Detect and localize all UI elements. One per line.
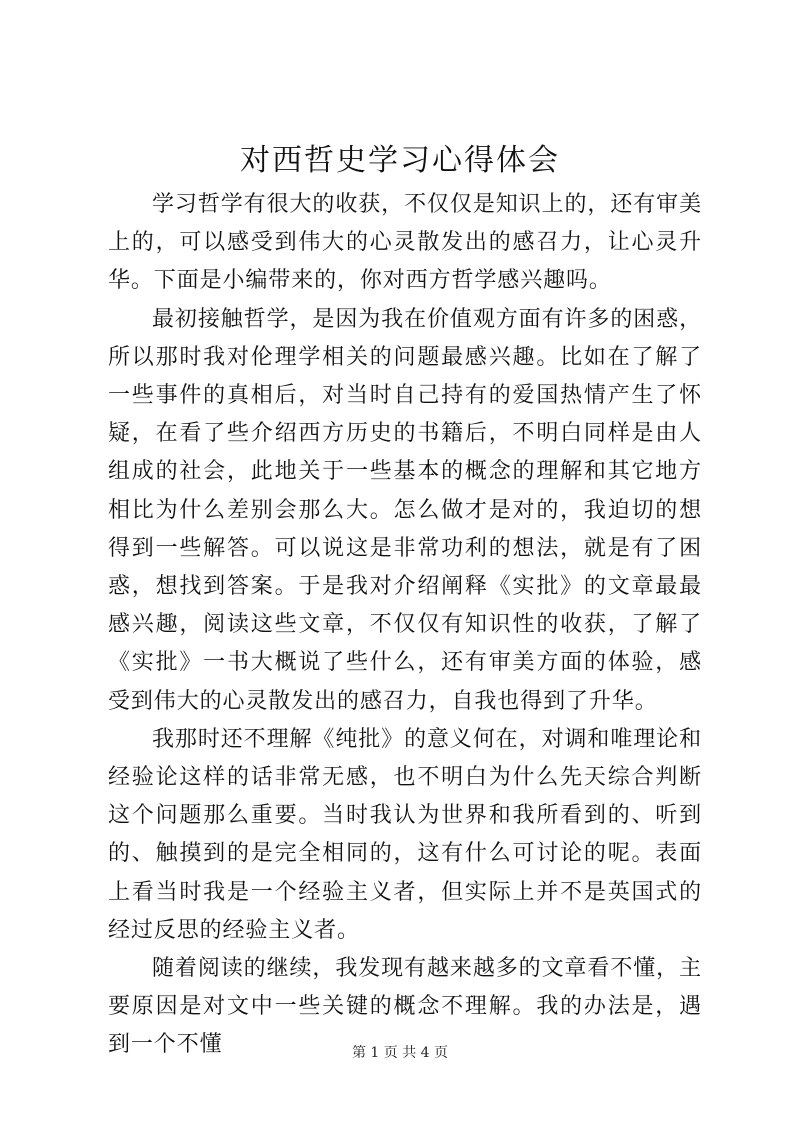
document-body: [108, 186, 702, 1065]
paragraph-3: 我那时还不理解《纯批》的意义何在，对调和唯理论和经验论这样的话非常无感，也不明白为什么先天综合判断这个问题那么重要。当时我认为世界和我所看到的、听到的、触摸到的是完全相同的，这有什么可讨论的呢。表面上看当时我是一个经验主义者，但实际上并不是英国式的经过反思的经验主义者。: [108, 726, 702, 943]
paragraph-2: 最初接触哲学，是因为我在价值观方面有许多的困惑，所以那时我对伦理学相关的问题最感兴趣。比如在了解了一些事件的真相后，对当时自己持有的爱国热情产生了怀疑，在看了些介绍西方历史的书籍后，不明白同样是由人组成的社会，此地关于一些基本的概念的理解和其它地方相比为什么差别会那么大。怎么做才是对的，我迫切的想得到一些解答。可以说这是非常功利的想法，就是有了困惑，想找到答案。于是我对介绍阐释《实批》的文章最最感兴趣，阅读这些文章，不仅仅有知识性的收获，了解了《实批》一书大概说了些什么，还有审美方面的体验，感受到伟大的心灵散发出的感召力，自我也得到了升华。: [108, 306, 702, 714]
paragraph-1: 学习哲学有很大的收获，不仅仅是知识上的，还有审美上的，可以感受到伟大的心灵散发出的感召力，让心灵升华。下面是小编带来的，你对西方哲学感兴趣吗。: [108, 192, 702, 294]
page-number-footer: 第 1 页 共 4 页: [351, 1045, 449, 1061]
paragraph-4: 随着阅读的继续，我发现有越来越多的文章看不懂，主要原因是对文中一些关键的概念不理解。我的办法是，遇到一个不懂: [108, 956, 702, 1058]
document-title: 对西哲史学习心得体会: [240, 143, 560, 178]
